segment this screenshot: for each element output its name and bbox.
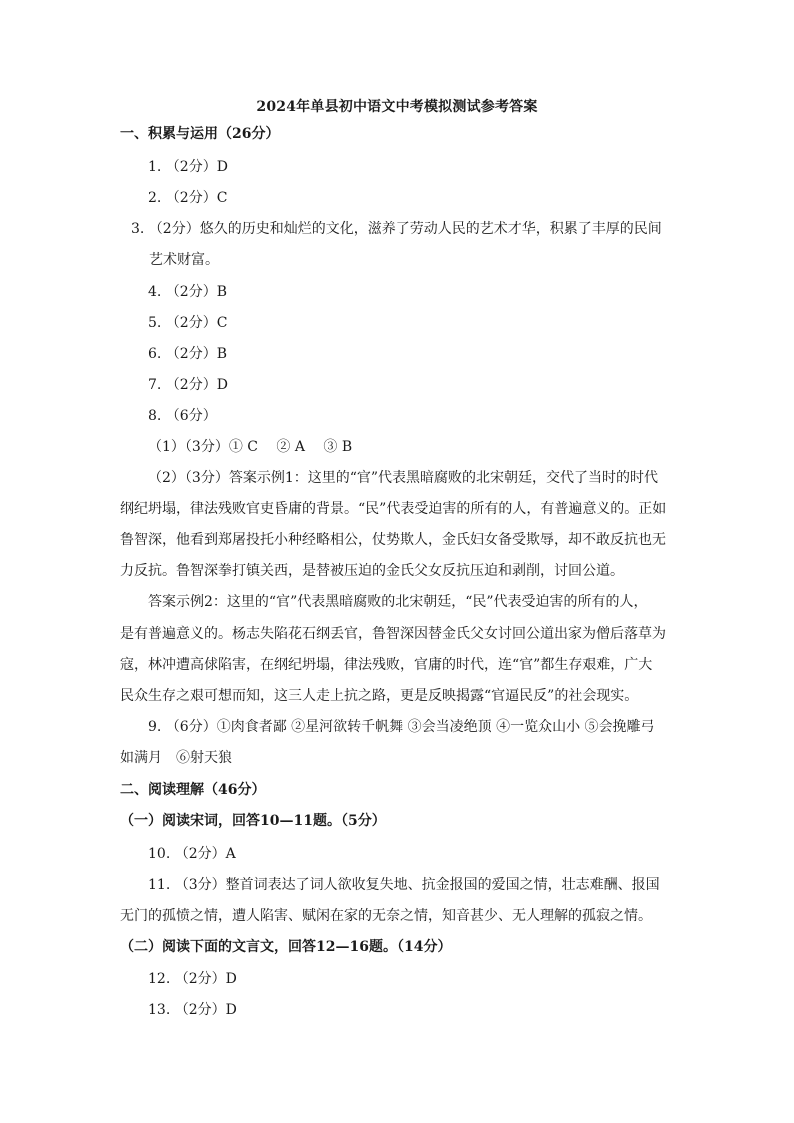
- answer-8-part-2-cont-2: 鲁智深，他看到郑屠投托小种经略相公，仗势欺人，金氏妇女备受欺辱，却不敢反抗也无: [120, 532, 666, 548]
- answer-2: 2. （2分）C: [148, 190, 228, 206]
- section-heading-1: 一、积累与运用（26分）: [120, 126, 280, 142]
- answer-8-example-2-cont-1: 是有普遍意义的。杨志失陷花石纲丢官，鲁智深因替金氏父女讨回公道出家为僧后落草为: [120, 626, 666, 642]
- answer-8-part-2: （2）（3分）答案示例1：这里的“官”代表黑暗腐败的北宋朝廷，交代了当时的时代: [148, 470, 659, 486]
- answer-8-example-2: 答案示例2：这里的“官”代表黑暗腐败的北宋朝廷，“民”代表受迫害的所有的人，: [148, 594, 648, 610]
- section-heading-2: 二、阅读理解（46分）: [120, 782, 266, 798]
- answer-3-cont: 艺术财富。: [149, 252, 219, 268]
- answer-3: 3. （2分）悠久的历史和灿烂的文化，滋养了劳动人民的艺术才华，积累了丰厚的民间: [131, 221, 662, 237]
- answer-4: 4. （2分）B: [148, 284, 228, 300]
- answer-12: 12. （2分）D: [148, 971, 237, 987]
- answer-8-part-1: （1）（3分）① C ② A ③ B: [148, 439, 353, 455]
- answer-8: 8. （6分）: [148, 408, 217, 424]
- answer-5: 5. （2分）C: [148, 315, 228, 331]
- answer-13: 13. （2分）D: [148, 1002, 237, 1018]
- answer-9: 9. （6分）①肉食者鄙 ②星河欲转千帆舞 ③会当凌绝顶 ④一览众山小 ⑤会挽雕弓: [148, 719, 655, 735]
- answer-8-part-2-cont-3: 力反抗。鲁智深拳打镇关西，是替被压迫的金氏父女反抗压迫和剥削，讨回公道。: [120, 563, 624, 579]
- answer-7: 7. （2分）D: [148, 377, 228, 393]
- answer-11-cont: 无门的孤愤之情，遭人陷害、赋闲在家的无奈之情，知音甚少、无人理解的孤寂之情。: [120, 908, 652, 924]
- answer-8-example-2-cont-2: 寇，林冲遭高俅陷害，在纲纪坍塌，律法残败，官庸的时代，连“官”都生存艰难，广大: [120, 657, 653, 673]
- answer-6: 6. （2分）B: [148, 346, 228, 362]
- answer-9-cont: 如满月 ⑥射天狼: [120, 750, 232, 766]
- subsection-heading-1: （一）阅读宋词，回答10—11题。（5分）: [120, 813, 386, 829]
- answer-10: 10. （2分）A: [148, 846, 236, 862]
- answer-1: 1. （2分）D: [148, 159, 228, 175]
- subsection-heading-2: （二）阅读下面的文言文，回答12—16题。（14分）: [120, 939, 452, 955]
- document-title: 2024年单县初中语文中考模拟测试参考答案: [256, 99, 538, 115]
- answer-8-example-2-cont-3: 民众生存之艰可想而知，这三人走上抗之路，更是反映揭露“官逼民反”的社会现实。: [120, 688, 639, 704]
- answer-8-part-2-cont-1: 纲纪坍塌，律法残败官吏昏庸的背景。“民”代表受迫害的所有的人，有普遍意义的。正如: [120, 501, 667, 517]
- answer-11: 11. （3分）整首词表达了词人欲收复失地、抗金报国的爱国之情，壮志难酬、报国: [148, 877, 660, 893]
